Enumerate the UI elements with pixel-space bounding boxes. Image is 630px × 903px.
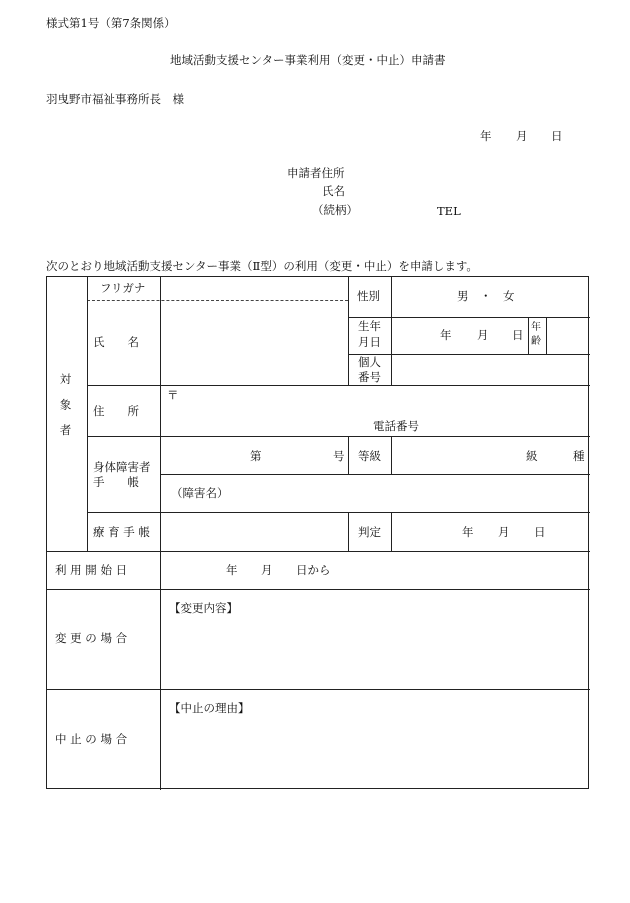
line [87,385,590,386]
line [348,354,590,355]
phone-label: 電話番号 [373,419,419,433]
applicant-tel-label: TEL [437,204,461,218]
grade-label: 等級 [358,449,381,463]
application-form-table [46,276,589,789]
gender-label: 性別 [357,289,380,303]
applicant-address-label: 申請者住所 [287,166,345,180]
grade-class-label: 級 [526,449,538,463]
form-number: 様式第1号（第7条関係） [46,16,176,30]
name-label: 氏 名 [93,335,139,349]
line [160,277,161,790]
line [47,551,590,552]
birth-label-line2: 月日 [358,335,381,349]
line [47,689,590,690]
line [348,317,590,318]
applicant-name-label: 氏名 [322,184,345,198]
postal-mark: 〒 [167,388,179,402]
cert-number-prefix: 第 [250,449,262,463]
date-year-label: 年 [480,129,492,143]
start-year-label: 年 [226,563,238,577]
personal-number-line2: 番号 [358,370,381,384]
line [546,317,547,354]
date-day-label: 日 [551,129,563,143]
line [87,436,590,437]
age-label-line2: 齢 [531,336,541,347]
line [348,436,349,474]
disability-name-label: （障害名） [171,486,229,500]
line [391,277,392,385]
line [87,512,590,513]
address-label: 住 所 [93,404,139,418]
cancel-reason-label: 【中止の理由】 [169,701,250,715]
addressee: 羽曳野市福祉事務所長 様 [46,92,184,106]
line [391,512,392,551]
furigana-divider [87,300,348,301]
judgment-month-label: 月 [498,525,510,539]
line [348,277,349,385]
age-label-line1: 年 [531,322,541,333]
start-month-label: 月 [261,563,273,577]
subject-label: 対象者 [58,373,73,450]
grade-type-label: 種 [573,449,585,463]
disability-cert-line2: 手 帳 [93,475,139,489]
judgment-year-label: 年 [462,525,474,539]
rehab-cert-label: 療 育 手 帳 [93,525,150,539]
judgment-label: 判定 [358,525,381,539]
applicant-relation-label: （続柄） [312,203,358,217]
line [47,589,590,590]
change-content-label: 【変更内容】 [169,601,238,615]
start-day-from-label: 日から [296,563,331,577]
birth-month-label: 月 [477,328,489,342]
intro-statement: 次のとおり地域活動支援センター事業（Ⅱ型）の利用（変更・中止）を申請します。 [46,259,478,273]
birth-year-label: 年 [440,328,452,342]
line [87,277,88,551]
personal-number-line1: 個人 [358,355,381,369]
disability-cert-line1: 身体障害者 [93,460,151,474]
cancel-case-label: 中 止 の 場 合 [55,732,128,746]
birth-day-label: 日 [512,328,524,342]
line [528,317,529,354]
line [160,474,590,475]
cert-number-suffix: 号 [333,449,345,463]
line [348,512,349,551]
gender-options: 男 ・ 女 [457,289,515,303]
start-date-label: 利 用 開 始 日 [55,563,128,577]
judgment-day-label: 日 [534,525,546,539]
date-month-label: 月 [516,129,528,143]
form-title: 地域活動支援センター事業利用（変更・中止）申請書 [170,53,446,67]
furigana-label: フリガナ [100,281,146,295]
birth-label-line1: 生年 [358,319,381,333]
change-case-label: 変 更 の 場 合 [55,631,128,645]
line [391,436,392,474]
